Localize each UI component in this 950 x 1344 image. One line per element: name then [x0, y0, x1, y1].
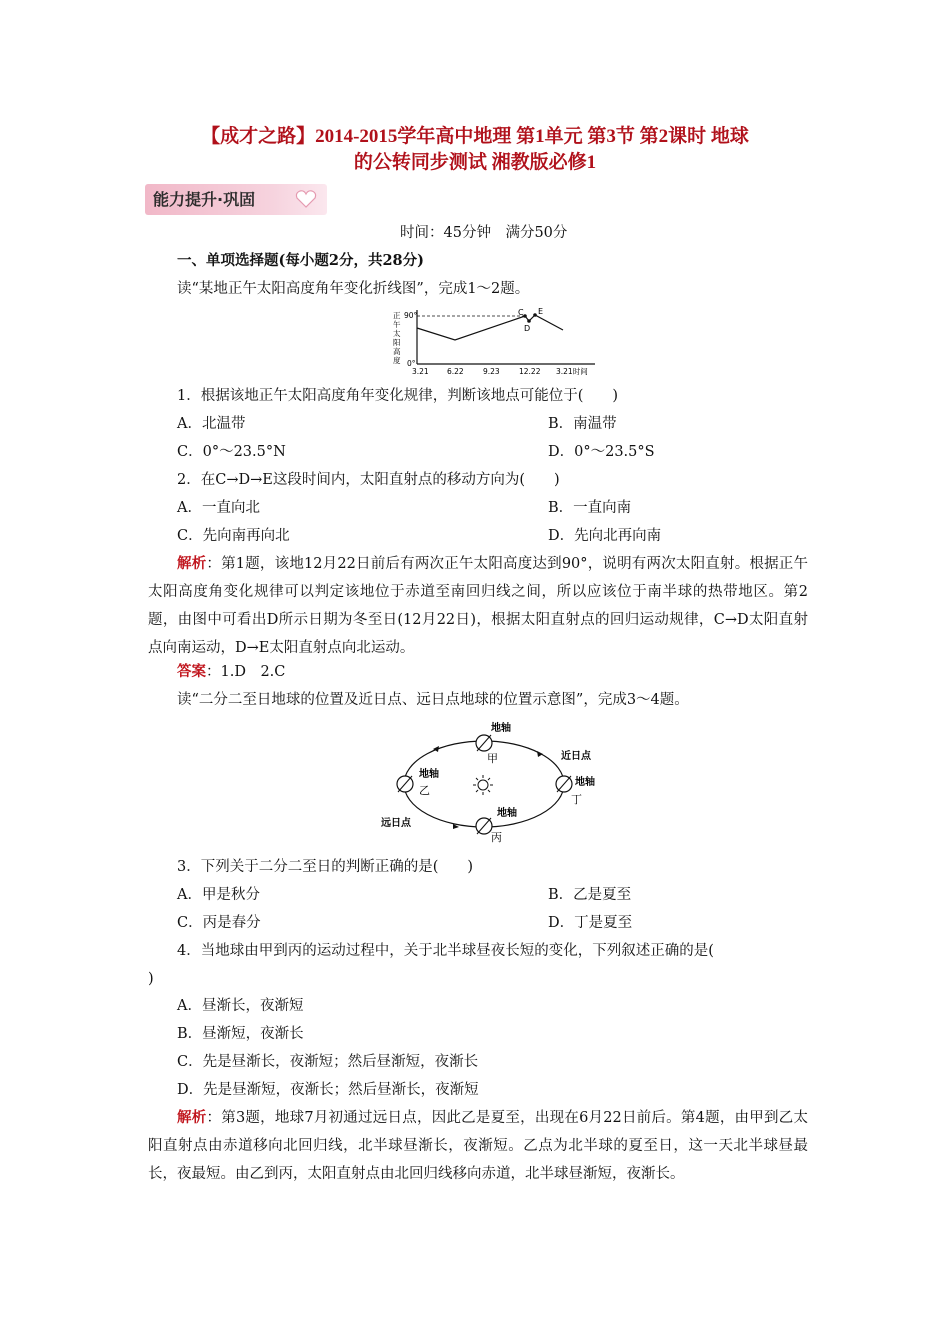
analysis-2-text: ：第3题，地球7月初通过远日点，因此乙是夏至，出现在6月22日前后。第4题，由甲到乙太阳直射点由赤道移向北回归线，北半球昼渐长，夜渐短。乙点为北半球的夏至日，这一天北半球昼最长，夜最短。由乙到丙，太阳直射点由北回归线移向赤道，北半球昼渐短，夜渐长。	[148, 1110, 809, 1182]
intro-q3-4: 读“二分二至日地球的位置及近日点、远日点地球的位置示意图”，完成3～4题。	[177, 692, 689, 708]
analysis-1-text: ：第1题，该地12月22日前后有两次正午太阳高度达到90°，说明有两次太阳直射。根据正午太阳高度角变化规律可以判定该地位于赤道至南回归线之间，所以应该位于南半球的热带地区。第2题，由图中可看出D所示日期为冬至日(12月22日)，根据太阳直射点的回归运动规律，C→D太阳直射点向南运动，D→E太阳直射点向北运动。	[148, 556, 809, 656]
q4-option-d: D．先是昼渐短，夜渐长；然后昼渐长，夜渐短	[177, 1082, 479, 1098]
label-bing: 丙	[491, 831, 502, 844]
q4-stem: 4．当地球由甲到丙的运动过程中，关于北半球昼夜长短的变化，下列叙述正确的是(	[177, 943, 714, 959]
analysis-2-label: 解析	[177, 1109, 207, 1126]
point-e	[533, 313, 537, 317]
q2-option-d: D．先向北再向南	[548, 528, 662, 544]
label-ding: 丁	[571, 793, 582, 806]
label-e: E	[538, 307, 544, 316]
x-tick-3: 9.23	[483, 367, 500, 376]
q4-option-a: A．昼渐长，夜渐短	[177, 998, 304, 1014]
q4-option-c: C．先是昼渐长，夜渐短；然后昼渐短，夜渐长	[177, 1054, 479, 1070]
q1-option-a: A．北温带	[177, 416, 246, 432]
axis-label-jia: 地轴	[491, 723, 511, 734]
label-c: C	[518, 308, 524, 317]
q3-stem: 3．下列关于二分二至日的判断正确的是( )	[177, 859, 474, 875]
q1-option-d: D．0°～23.5°S	[548, 444, 655, 460]
x-tick-4: 12.22	[519, 367, 541, 376]
sun-icon	[473, 775, 493, 795]
q2-option-a: A．一直向北	[177, 500, 260, 516]
y-axis-label: 正午太阳高度	[393, 311, 401, 365]
section-heading: 一、单项选择题(每小题2分，共28分)	[177, 252, 424, 269]
label-d: D	[524, 324, 531, 333]
axis-label-bing: 地轴	[497, 808, 517, 819]
title-line1: 2014-2015学年高中地理 第1单元 第3节 第2课时 地球	[315, 126, 749, 147]
x-tick-2: 6.22	[447, 367, 464, 376]
badge-label: 能力提升·巩固	[153, 190, 256, 209]
perihelion-label: 近日点	[561, 751, 591, 762]
point-d	[527, 319, 531, 323]
analysis-2	[148, 1104, 808, 1188]
answer-1-text: ：1.D 2.C	[206, 664, 286, 680]
orbit-diagram	[375, 712, 615, 852]
q1-option-c: C．0°～23.5°N	[177, 444, 286, 460]
earth-jia	[476, 735, 492, 751]
earth-bing	[476, 818, 492, 834]
section-badge	[145, 184, 327, 215]
q2-stem: 2．在C→D→E这段时间内，太阳直射点的移动方向为( )	[177, 472, 560, 488]
label-yi: 乙	[419, 784, 430, 797]
y-tick-0: 0°	[407, 359, 416, 368]
document-title	[130, 124, 820, 176]
q4-option-b: B．昼渐短，夜渐长	[177, 1026, 304, 1042]
q1-stem: 1．根据该地正午太阳高度角年变化规律，判断该地点可能位于( )	[177, 388, 619, 404]
q3-option-b: B．乙是夏至	[548, 887, 632, 903]
x-tick-5: 3.21时间	[556, 367, 588, 376]
q2-option-b: B．一直向南	[548, 500, 632, 516]
y-tick-90: 90°	[404, 311, 418, 320]
intro-q1-2: 读“某地正午太阳高度角年变化折线图”，完成1～2题。	[177, 281, 530, 297]
analysis-1	[148, 550, 808, 662]
x-tick-1: 3.21	[412, 367, 429, 376]
title-line2: 的公转同步测试 湘教版必修1	[353, 152, 597, 173]
orbit-arrow-left	[433, 746, 439, 752]
label-jia: 甲	[487, 752, 498, 765]
aphelion-label: 远日点	[381, 818, 411, 829]
answer-1	[177, 662, 285, 682]
orbit-arrow-right	[537, 751, 543, 757]
q3-option-c: C．丙是春分	[177, 915, 261, 931]
analysis-1-label: 解析	[177, 555, 207, 572]
q3-option-d: D．丁是夏至	[548, 915, 633, 931]
earth-yi	[397, 776, 413, 792]
title-bracket: 【成才之路】	[201, 126, 316, 147]
q1-option-b: B．南温带	[548, 416, 617, 432]
earth-ding	[556, 776, 572, 792]
heart-icon	[295, 189, 317, 209]
axis-label-ding: 地轴	[575, 777, 595, 788]
answer-1-label: 答案	[177, 663, 206, 680]
point-c	[523, 314, 527, 318]
q3-option-a: A．甲是秋分	[177, 887, 260, 903]
time-info: 时间：45分钟 满分50分	[400, 225, 568, 241]
axis-label-yi: 地轴	[419, 769, 439, 780]
chart-series-line	[417, 315, 563, 340]
noon-sun-chart	[385, 306, 600, 378]
q2-option-c: C．先向南再向北	[177, 528, 290, 544]
q4-stem-end: )	[148, 971, 154, 987]
